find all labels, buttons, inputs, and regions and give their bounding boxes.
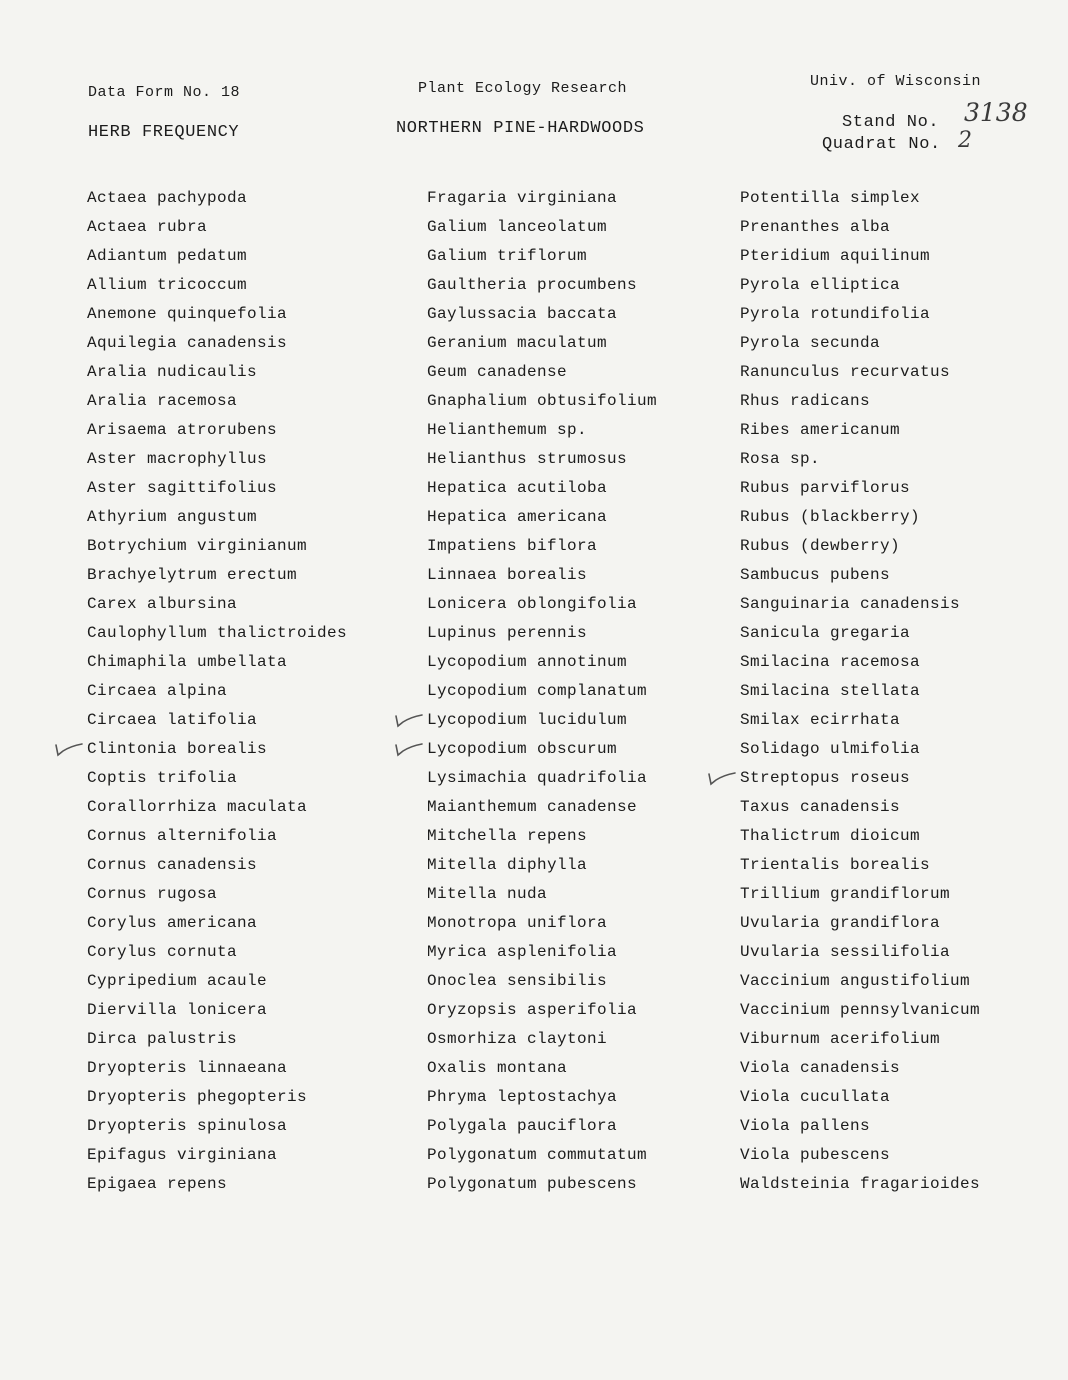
species-row	[740, 329, 980, 358]
species-row	[427, 184, 657, 213]
species-row	[740, 532, 980, 561]
species-row	[740, 793, 980, 822]
species-name: Aster sagittifolius	[87, 479, 278, 497]
species-row	[87, 967, 347, 996]
quadrat-label: Quadrat No.	[822, 135, 941, 154]
species-row	[427, 300, 657, 329]
species-row	[740, 1083, 980, 1112]
species-name: Mitella nuda	[427, 885, 548, 903]
species-name: Phryma leptostachya	[427, 1088, 618, 1106]
species-row	[740, 445, 980, 474]
species-row	[740, 677, 980, 706]
stand-number-handwritten: 3138	[964, 98, 1028, 127]
species-name: Linnaea borealis	[427, 566, 588, 584]
species-row	[87, 242, 347, 271]
species-row	[87, 851, 347, 880]
species-row	[740, 358, 980, 387]
species-row	[87, 1170, 347, 1199]
species-name: Pyrola rotundifolia	[740, 305, 931, 323]
species-row	[740, 474, 980, 503]
species-name: Monotropa uniflora	[427, 914, 608, 932]
species-row	[740, 416, 980, 445]
species-row	[740, 822, 980, 851]
species-name: Dryopteris linnaeana	[87, 1059, 288, 1077]
species-name: Mitchella repens	[427, 827, 588, 845]
species-name: Carex albursina	[87, 595, 238, 613]
species-row	[427, 764, 657, 793]
species-row	[87, 1054, 347, 1083]
species-name: Actaea rubra	[87, 218, 208, 236]
species-name: Brachyelytrum erectum	[87, 566, 298, 584]
species-row	[87, 706, 347, 735]
species-row	[87, 996, 347, 1025]
species-row	[427, 329, 657, 358]
species-name: Sanicula gregaria	[740, 624, 911, 642]
species-name: Viola pubescens	[740, 1146, 891, 1164]
species-name: Allium tricoccum	[87, 276, 248, 294]
species-name: Oxalis montana	[427, 1059, 568, 1077]
species-row	[427, 648, 657, 677]
species-row	[427, 1025, 657, 1054]
species-name: Corylus cornuta	[87, 943, 238, 961]
species-name: Helianthemum sp.	[427, 421, 588, 439]
species-row	[740, 184, 980, 213]
species-row	[740, 242, 980, 271]
species-name: Polygonatum pubescens	[427, 1175, 638, 1193]
species-name: Mitella diphylla	[427, 856, 588, 874]
species-name: Corallorrhiza maculata	[87, 798, 308, 816]
species-name: Cornus canadensis	[87, 856, 258, 874]
species-row	[427, 909, 657, 938]
species-row	[427, 242, 657, 271]
species-row	[87, 561, 347, 590]
species-row	[427, 880, 657, 909]
species-name: Vaccinium angustifolium	[740, 972, 971, 990]
species-row	[740, 213, 980, 242]
species-name: Pyrola secunda	[740, 334, 881, 352]
species-name: Potentilla simplex	[740, 189, 921, 207]
species-row	[87, 474, 347, 503]
species-name: Prenanthes alba	[740, 218, 891, 236]
species-row	[87, 648, 347, 677]
species-name: Helianthus strumosus	[427, 450, 628, 468]
species-row	[87, 619, 347, 648]
species-row	[87, 1112, 347, 1141]
species-row	[740, 1141, 980, 1170]
species-row	[87, 677, 347, 706]
species-name: Vaccinium pennsylvanicum	[740, 1001, 981, 1019]
species-name: Smilax ecirrhata	[740, 711, 901, 729]
species-row	[87, 590, 347, 619]
species-row	[87, 793, 347, 822]
species-name: Cypripedium acaule	[87, 972, 268, 990]
species-name: Anemone quinquefolia	[87, 305, 288, 323]
species-name: Athyrium angustum	[87, 508, 258, 526]
species-name: Taxus canadensis	[740, 798, 901, 816]
species-row	[740, 300, 980, 329]
species-name: Impatiens biflora	[427, 537, 598, 555]
species-name: Cornus alternifolia	[87, 827, 278, 845]
species-row	[427, 1141, 657, 1170]
species-row	[427, 706, 657, 735]
species-row	[87, 503, 347, 532]
species-name: Sanguinaria canadensis	[740, 595, 961, 613]
species-name: Aralia nudicaulis	[87, 363, 258, 381]
species-row	[740, 1054, 980, 1083]
species-row	[87, 1025, 347, 1054]
stand-label: Stand No.	[842, 113, 940, 132]
species-name: Aralia racemosa	[87, 392, 238, 410]
species-name: Streptopus roseus	[740, 769, 911, 787]
species-name: Rubus (dewberry)	[740, 537, 901, 555]
species-name: Epigaea repens	[87, 1175, 228, 1193]
species-name: Viola canadensis	[740, 1059, 901, 1077]
species-name: Rosa sp.	[740, 450, 821, 468]
species-row	[740, 1025, 980, 1054]
species-row	[427, 967, 657, 996]
species-row	[87, 1083, 347, 1112]
species-row	[87, 416, 347, 445]
species-name: Epifagus virginiana	[87, 1146, 278, 1164]
species-name: Lysimachia quadrifolia	[427, 769, 648, 787]
check-mark-icon	[393, 741, 423, 759]
species-row	[427, 416, 657, 445]
species-name: Uvularia grandiflora	[740, 914, 941, 932]
species-name: Viburnum acerifolium	[740, 1030, 941, 1048]
species-name: Galium triflorum	[427, 247, 588, 265]
species-row	[427, 1112, 657, 1141]
species-name: Arisaema atrorubens	[87, 421, 278, 439]
species-row	[427, 1170, 657, 1199]
species-row	[740, 503, 980, 532]
species-row	[740, 967, 980, 996]
species-name: Oryzopsis asperifolia	[427, 1001, 638, 1019]
species-row	[427, 213, 657, 242]
species-name: Solidago ulmifolia	[740, 740, 921, 758]
species-name: Rubus parviflorus	[740, 479, 911, 497]
species-row	[740, 619, 980, 648]
species-name: Lonicera oblongifolia	[427, 595, 638, 613]
species-name: Aquilegia canadensis	[87, 334, 288, 352]
species-name: Lycopodium obscurum	[427, 740, 618, 758]
species-name: Viola pallens	[740, 1117, 871, 1135]
species-row	[427, 793, 657, 822]
check-mark-icon	[706, 770, 736, 788]
species-name: Geranium maculatum	[427, 334, 608, 352]
check-mark-icon	[53, 741, 83, 759]
species-name: Adiantum pedatum	[87, 247, 248, 265]
species-name: Diervilla lonicera	[87, 1001, 268, 1019]
species-name: Sambucus pubens	[740, 566, 891, 584]
species-row	[87, 358, 347, 387]
species-row	[427, 445, 657, 474]
species-row	[427, 1054, 657, 1083]
species-name: Smilacina stellata	[740, 682, 921, 700]
species-name: Thalictrum dioicum	[740, 827, 921, 845]
species-name: Gaultheria procumbens	[427, 276, 638, 294]
community-title: NORTHERN PINE-HARDWOODS	[396, 119, 645, 138]
species-row	[740, 764, 980, 793]
species-name: Fragaria virginiana	[427, 189, 618, 207]
species-name: Chimaphila umbellata	[87, 653, 288, 671]
species-name: Lycopodium annotinum	[427, 653, 628, 671]
species-row	[740, 387, 980, 416]
institution-line: Plant Ecology Research	[418, 80, 628, 97]
species-name: Waldsteinia fragarioides	[740, 1175, 981, 1193]
species-row	[87, 184, 347, 213]
species-row	[427, 271, 657, 300]
species-name: Dryopteris spinulosa	[87, 1117, 288, 1135]
species-row	[427, 619, 657, 648]
species-name: Lupinus perennis	[427, 624, 588, 642]
species-name: Caulophyllum thalictroides	[87, 624, 348, 642]
species-name: Ranunculus recurvatus	[740, 363, 951, 381]
check-mark-icon	[393, 712, 423, 730]
species-name: Maianthemum canadense	[427, 798, 638, 816]
species-row	[740, 996, 980, 1025]
species-row	[87, 909, 347, 938]
species-row	[740, 880, 980, 909]
species-column-3	[740, 184, 980, 1199]
species-column-2	[427, 184, 657, 1199]
species-row	[740, 648, 980, 677]
species-name: Trillium grandiflorum	[740, 885, 951, 903]
species-name: Gaylussacia baccata	[427, 305, 618, 323]
species-name: Osmorhiza claytoni	[427, 1030, 608, 1048]
species-row	[427, 677, 657, 706]
species-name: Dirca palustris	[87, 1030, 238, 1048]
species-name: Circaea alpina	[87, 682, 228, 700]
species-row	[87, 735, 347, 764]
species-row	[740, 561, 980, 590]
species-name: Onoclea sensibilis	[427, 972, 608, 990]
species-name: Galium lanceolatum	[427, 218, 608, 236]
species-row	[740, 1170, 980, 1199]
species-row	[87, 329, 347, 358]
species-row	[87, 764, 347, 793]
species-row	[740, 735, 980, 764]
species-row	[740, 938, 980, 967]
species-name: Polygala pauciflora	[427, 1117, 618, 1135]
species-name: Corylus americana	[87, 914, 258, 932]
species-name: Coptis trifolia	[87, 769, 238, 787]
species-row	[427, 503, 657, 532]
species-name: Aster macrophyllus	[87, 450, 268, 468]
species-name: Hepatica acutiloba	[427, 479, 608, 497]
species-name: Cornus rugosa	[87, 885, 218, 903]
species-name: Botrychium virginianum	[87, 537, 308, 555]
species-name: Lycopodium lucidulum	[427, 711, 628, 729]
species-name: Pyrola elliptica	[740, 276, 901, 294]
species-row	[427, 822, 657, 851]
species-name: Myrica asplenifolia	[427, 943, 618, 961]
species-name: Rhus radicans	[740, 392, 871, 410]
species-name: Gnaphalium obtusifolium	[427, 392, 658, 410]
species-row	[87, 880, 347, 909]
species-row	[740, 706, 980, 735]
species-name: Circaea latifolia	[87, 711, 258, 729]
species-name: Pteridium aquilinum	[740, 247, 931, 265]
species-row	[740, 1112, 980, 1141]
quadrat-number-handwritten: 2	[958, 128, 972, 153]
species-row	[87, 532, 347, 561]
species-name: Rubus (blackberry)	[740, 508, 921, 526]
species-row	[87, 1141, 347, 1170]
species-row	[427, 735, 657, 764]
species-name: Ribes americanum	[740, 421, 901, 439]
species-row	[740, 590, 980, 619]
species-row	[427, 938, 657, 967]
species-column-1	[87, 184, 347, 1199]
species-row	[427, 590, 657, 619]
species-row	[427, 358, 657, 387]
species-row	[740, 851, 980, 880]
species-row	[427, 387, 657, 416]
species-name: Geum canadense	[427, 363, 568, 381]
species-row	[87, 300, 347, 329]
species-name: Trientalis borealis	[740, 856, 931, 874]
species-name: Polygonatum commutatum	[427, 1146, 648, 1164]
species-row	[87, 938, 347, 967]
form-title: HERB FREQUENCY	[88, 123, 240, 142]
species-row	[87, 822, 347, 851]
university-name: Univ. of Wisconsin	[810, 73, 982, 90]
species-row	[427, 561, 657, 590]
species-row	[87, 445, 347, 474]
species-row	[740, 271, 980, 300]
species-name: Clintonia borealis	[87, 740, 268, 758]
species-name: Lycopodium complanatum	[427, 682, 648, 700]
species-row	[427, 532, 657, 561]
species-name: Uvularia sessilifolia	[740, 943, 951, 961]
species-row	[427, 851, 657, 880]
species-row	[427, 996, 657, 1025]
species-name: Dryopteris phegopteris	[87, 1088, 308, 1106]
species-name: Smilacina racemosa	[740, 653, 921, 671]
species-row	[87, 213, 347, 242]
species-name: Actaea pachypoda	[87, 189, 248, 207]
species-name: Hepatica americana	[427, 508, 608, 526]
species-row	[740, 909, 980, 938]
species-row	[87, 387, 347, 416]
form-number: Data Form No. 18	[88, 84, 241, 101]
species-row	[87, 271, 347, 300]
species-row	[427, 474, 657, 503]
species-row	[427, 1083, 657, 1112]
species-name: Viola cucullata	[740, 1088, 891, 1106]
